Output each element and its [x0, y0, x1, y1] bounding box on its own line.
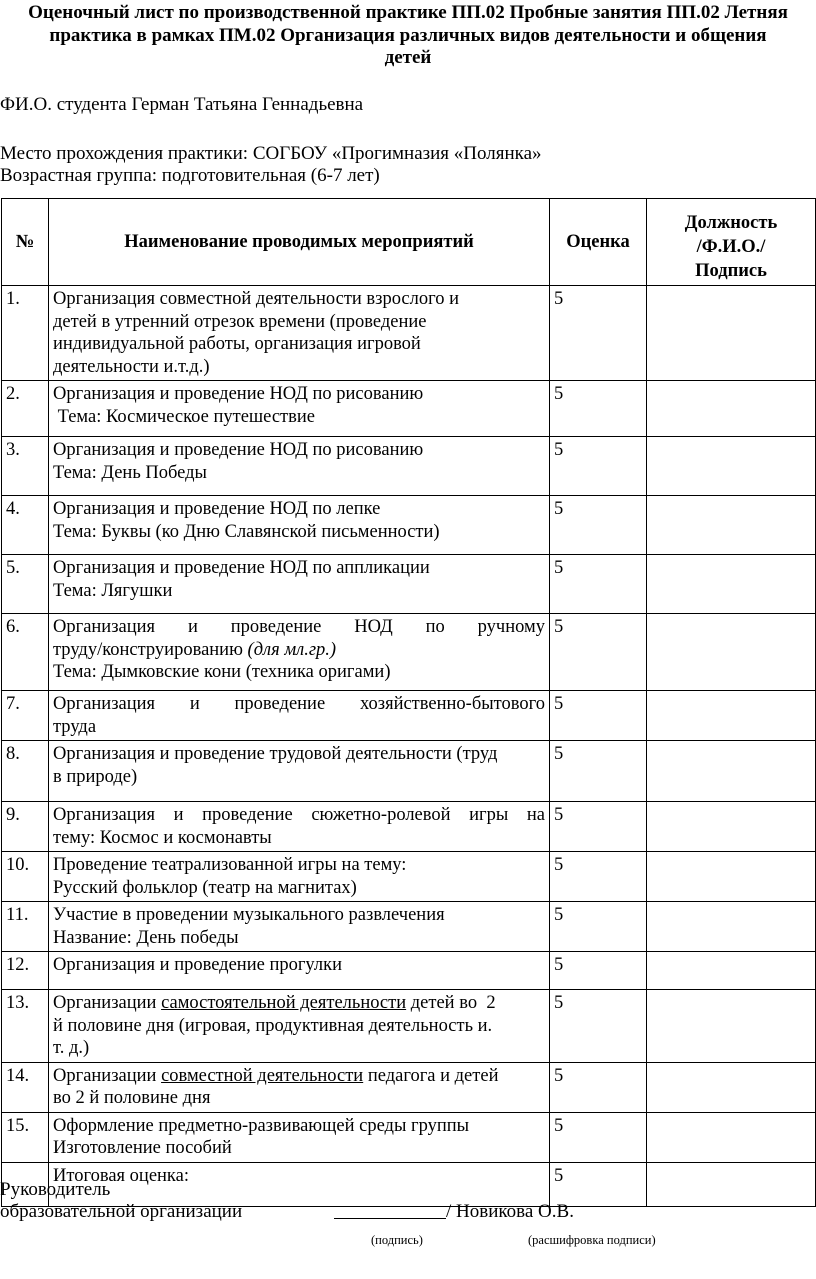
total-label: Итоговая оценка: [49, 1162, 550, 1206]
row-number: 10. [2, 852, 49, 902]
line-text: й половине дня (игровая, продуктивная деятельность и. [53, 1015, 493, 1036]
line-prefix: Организации [53, 993, 162, 1013]
line-text: труду/конструированию [53, 639, 248, 660]
row-description [49, 614, 550, 691]
row-grade: 5 [550, 691, 647, 741]
description-line [53, 877, 545, 900]
description-line [53, 804, 545, 827]
row-description [49, 381, 550, 437]
row-description [49, 555, 550, 614]
row-number: 5. [2, 555, 49, 614]
line-text: Организация и проведение НОД по рисованию [53, 384, 424, 404]
row-description [49, 437, 550, 496]
row-grade: 5 [550, 741, 647, 802]
row-number: 12. [2, 952, 49, 990]
row-number: 4. [2, 496, 49, 555]
student-name: ФИ.О. студента Герман Татьяна Геннадьевна [0, 94, 364, 115]
description-line [53, 766, 545, 789]
underlined-text: самостоятельной деятельности [161, 993, 407, 1013]
description-line [53, 854, 545, 877]
row-signature-cell [647, 902, 816, 952]
description-line [53, 383, 545, 406]
line-text: Тема: День Победы [53, 462, 207, 483]
line-text: Организация и проведение хозяйственно-бытового [53, 694, 545, 714]
description-line [53, 827, 545, 850]
description-line [53, 462, 545, 485]
description-line [53, 954, 545, 977]
table-row [2, 437, 816, 496]
row-grade: 5 [550, 614, 647, 691]
row-description [49, 1112, 550, 1162]
line-text: Организация и проведение прогулки [53, 955, 342, 975]
line-text: Проведение театрализованной игры на тему: [53, 855, 407, 875]
line-text: детей во 2 [406, 993, 496, 1013]
row-grade: 5 [550, 555, 647, 614]
supervisor-label: Руководитель [0, 1179, 111, 1200]
row-signature-cell [647, 286, 816, 381]
description-line [53, 521, 545, 544]
decode-caption: (расшифровка подписи) [528, 1233, 656, 1247]
total-grade: 5 [550, 1162, 647, 1206]
description-line [53, 439, 545, 462]
description-line [53, 616, 545, 639]
description-line [53, 743, 545, 766]
signature-caption: (подпись) [371, 1233, 423, 1247]
row-number: 1. [2, 286, 49, 381]
description-line [53, 1037, 545, 1060]
row-signature-cell [647, 437, 816, 496]
total-row [2, 1162, 816, 1206]
total-signature-cell [647, 1162, 816, 1206]
table-row [2, 381, 816, 437]
row-number: 8. [2, 741, 49, 802]
row-grade: 5 [550, 437, 647, 496]
row-description [49, 691, 550, 741]
row-number: 15. [2, 1112, 49, 1162]
row-signature-cell [647, 1062, 816, 1112]
row-description [49, 1062, 550, 1112]
description-line [53, 1015, 545, 1038]
row-signature-cell [647, 1112, 816, 1162]
row-description [49, 902, 550, 952]
row-number: 11. [2, 902, 49, 952]
description-line [53, 992, 545, 1015]
description-line [53, 1087, 545, 1110]
line-text: Организация и проведение сюжетно-ролевой игры на [53, 805, 545, 825]
row-description [49, 741, 550, 802]
line-text: детей в утренний отрезок времени (проведение [53, 311, 427, 332]
row-grade: 5 [550, 496, 647, 555]
description-line [53, 356, 545, 379]
description-line [53, 311, 545, 334]
evaluation-table [1, 198, 816, 1207]
row-signature-cell [647, 802, 816, 852]
line-text: Тема: Лягушки [53, 580, 173, 601]
row-signature-cell [647, 691, 816, 741]
age-group: Возрастная группа: подготовительная (6-7 лет) [0, 165, 380, 186]
row-grade: 5 [550, 286, 647, 381]
row-signature-cell [647, 952, 816, 990]
supervisor-fio: / Новикова О.В. [446, 1201, 574, 1222]
table-row [2, 555, 816, 614]
row-description [49, 990, 550, 1063]
line-text: Организация и проведение НОД по лепке [53, 499, 381, 519]
row-description [49, 496, 550, 555]
description-line [53, 557, 545, 580]
line-text: Оформление предметно-развивающей среды группы [53, 1115, 470, 1136]
description-line [53, 498, 545, 521]
practice-place: Место прохождения практики: СОГБОУ «Прогимназия «Полянка» [0, 143, 542, 164]
row-signature-cell [647, 741, 816, 802]
row-description [49, 286, 550, 381]
table-row [2, 614, 816, 691]
line-text: во 2 й половине дня [53, 1088, 211, 1108]
row-signature-cell [647, 381, 816, 437]
row-number: 2. [2, 381, 49, 437]
line-prefix: Организации [53, 1065, 162, 1086]
line-text: труда [53, 716, 97, 737]
line-text: Организация и проведение НОД по аппликации [53, 558, 430, 578]
row-grade: 5 [550, 381, 647, 437]
description-line [53, 927, 545, 950]
line-text: Участие в проведении музыкального развлечения [53, 905, 445, 925]
line-text: в природе) [53, 766, 138, 787]
table-row [2, 1112, 816, 1162]
table-row [2, 990, 816, 1063]
line-text: Организация совместной деятельности взрослого и [53, 289, 460, 309]
table-row [2, 852, 816, 902]
row-grade: 5 [550, 852, 647, 902]
table-row [2, 902, 816, 952]
line-text: тему: Космос и космонавты [53, 827, 272, 848]
row-signature-cell [647, 852, 816, 902]
description-line [53, 639, 545, 662]
header-position-line: Должность [684, 213, 778, 233]
header-grade: Оценка [550, 199, 647, 286]
title-line: детей [384, 47, 432, 68]
description-line [53, 661, 545, 684]
line-text: Тема: Буквы (ко Дню Славянской письменности) [53, 521, 440, 542]
row-grade: 5 [550, 902, 647, 952]
row-description [49, 802, 550, 852]
description-line [53, 1137, 545, 1160]
row-signature-cell [647, 496, 816, 555]
line-text: педагога и детей [363, 1065, 499, 1086]
description-line [53, 406, 545, 429]
table-row [2, 496, 816, 555]
header-position-line: /Ф.И.О./ [696, 237, 766, 257]
line-text: Название: День победы [53, 927, 239, 948]
table-row [2, 691, 816, 741]
table-row [2, 1062, 816, 1112]
line-text: деятельности и.т.д.) [53, 356, 210, 377]
row-signature-cell [647, 614, 816, 691]
description-line [53, 1115, 545, 1138]
line-text: Изготовление пособий [53, 1138, 232, 1158]
row-number: 6. [2, 614, 49, 691]
table-header-row [2, 199, 816, 286]
line-text: Русский фольклор (театр на магнитах) [53, 877, 357, 898]
description-line [53, 288, 545, 311]
row-number: 3. [2, 437, 49, 496]
table-row [2, 802, 816, 852]
row-number: 9. [2, 802, 49, 852]
italic-note: (для мл.гр.) [247, 639, 337, 660]
table-row [2, 741, 816, 802]
underlined-text: совместной деятельности [161, 1065, 364, 1086]
header-position-line: Подпись [695, 261, 767, 281]
table-row [2, 286, 816, 381]
row-grade: 5 [550, 990, 647, 1063]
line-text: Организация и проведение НОД по рисованию [53, 440, 424, 460]
description-line [53, 716, 545, 739]
row-signature-cell [647, 990, 816, 1063]
row-grade: 5 [550, 1112, 647, 1162]
line-text: Тема: Дымковские кони (техника оригами) [53, 662, 391, 682]
row-grade: 5 [550, 1062, 647, 1112]
title-line: Оценочный лист по производственной практике ПП.02 Пробные занятия ПП.02 Летняя [28, 2, 788, 23]
table-row [2, 952, 816, 990]
row-grade: 5 [550, 802, 647, 852]
document-title [0, 2, 816, 70]
line-text: Организация и проведение трудовой деятельности (труд [53, 744, 498, 764]
header-position [647, 199, 816, 286]
organization-label: образовательной организации [0, 1201, 243, 1222]
description-line [53, 693, 545, 716]
row-grade: 5 [550, 952, 647, 990]
line-text: Организация и проведение НОД по ручному [53, 617, 545, 637]
row-number: 7. [2, 691, 49, 741]
description-line [53, 1065, 545, 1088]
line-text: т. д.) [53, 1038, 90, 1058]
row-number: 13. [2, 990, 49, 1063]
line-text: индивидуальной работы, организация игровой [53, 334, 421, 354]
row-signature-cell [647, 555, 816, 614]
description-line [53, 580, 545, 603]
line-text: Тема: Космическое путешествие [53, 406, 315, 427]
row-description [49, 952, 550, 990]
row-number: 14. [2, 1062, 49, 1112]
description-line [53, 333, 545, 356]
signature-line [334, 1218, 446, 1219]
header-num: № [2, 199, 49, 286]
row-description [49, 852, 550, 902]
description-line [53, 904, 545, 927]
header-name: Наименование проводимых мероприятий [49, 199, 550, 286]
title-line: практика в рамках ПМ.02 Организация различных видов деятельности и общения [49, 24, 767, 46]
